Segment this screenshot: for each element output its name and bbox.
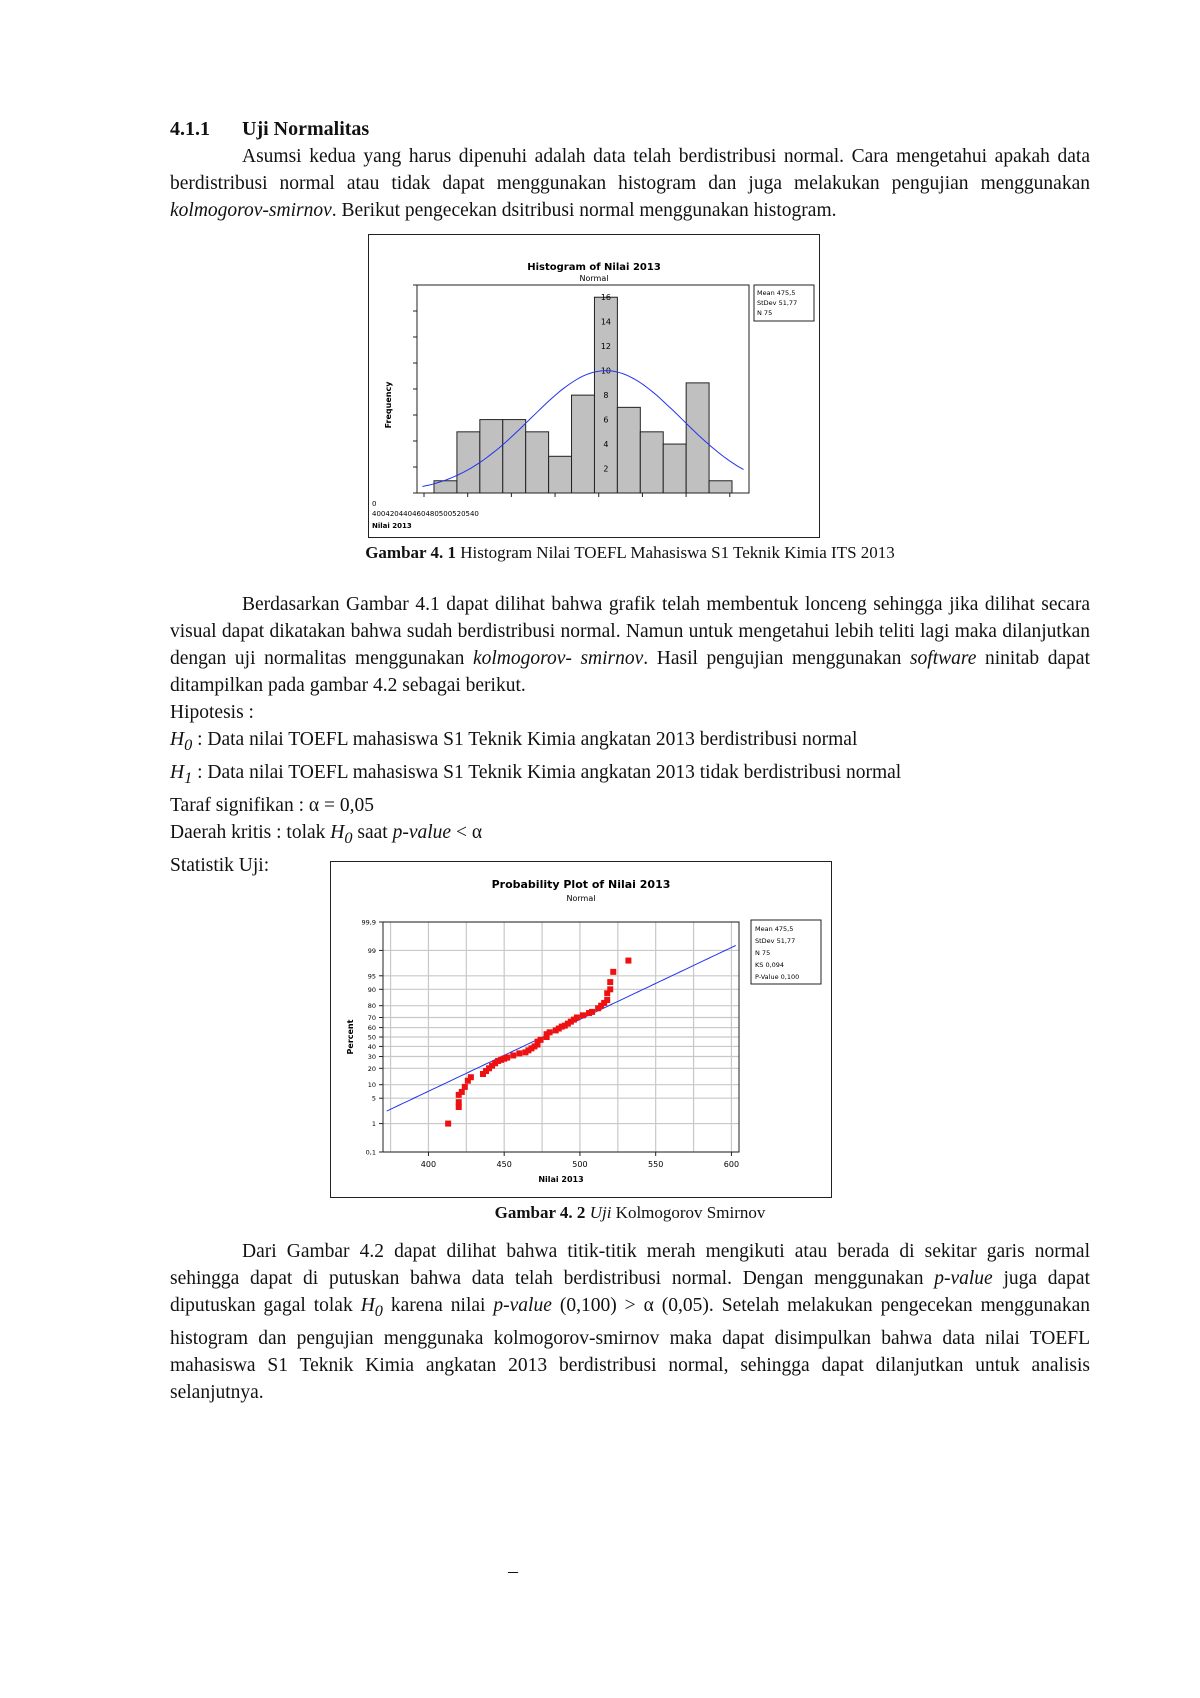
y-tick-label: 10	[367, 1080, 376, 1089]
h-symbol: H	[330, 821, 345, 843]
caption-text: Histogram Nilai TOEFL Mahasiswa S1 Teknik Kimia ITS 2013	[456, 543, 895, 562]
text-run: karena nilai	[382, 1294, 494, 1316]
text-run: juga dapat diputuskan gagal tolak	[170, 1267, 1090, 1316]
text-italic: p-value	[392, 821, 452, 843]
y-tick-label: 10	[600, 366, 612, 376]
h-subscript: 0	[374, 1301, 383, 1320]
hypothesis-label: Hipotesis :	[170, 702, 254, 723]
svg-text:Mean 475,5: Mean 475,5	[757, 289, 796, 297]
h-subscript: 0	[184, 735, 193, 754]
y-tick-label: 30	[367, 1052, 376, 1061]
y-tick-label: 0,1	[365, 1148, 376, 1157]
text-italic: kolmogorov- smirnov	[472, 648, 644, 669]
data-point	[462, 1084, 468, 1090]
svg-text:KS 0,094: KS 0,094	[755, 960, 785, 969]
text-run: Asumsi kedua yang harus dipenuhi adalah data telah berdistribusi normal. Cara mengetahui apakah data berdistribusi normal atau tidak dapat menggunakan histogram dan juga melakukan pengujian menggunakan	[170, 146, 1090, 194]
histogram-bar	[686, 383, 709, 493]
section-title: Uji Normalitas	[242, 118, 370, 140]
text-italic: kolmogorov-smirnov	[170, 200, 332, 221]
document-page	[170, 115, 1090, 1406]
section-heading	[170, 115, 1090, 143]
y-tick-label: 99	[367, 946, 376, 955]
text-run: Dari Gambar 4.2 dapat dilihat bahwa titik-titik merah mengikuti atau berada di sekitar garis normal sehingga dapat di putuskan bahwa data telah berdistribusi normal. Dengan menggunakan	[170, 1240, 1090, 1289]
text-run: (0,100) > α (0,05). Setelah melakukan pengecekan menggunakan histogram dan pengujian menggunaka kolmogorov-smirnov maka dapat disimpulkan bahwa data nilai TOEFL mahasiswa S1 Teknik Kimia angkatan 2013 berdistribusi normal, sehingga dapat dilanjutkan untuk analisis selanjutnya.	[170, 1294, 1090, 1403]
y-tick-label: 50	[367, 1033, 376, 1042]
histogram-bar	[663, 444, 686, 493]
y-tick-label: 5	[371, 1094, 376, 1103]
histogram-bar	[617, 407, 640, 493]
y-tick-label: 6	[603, 415, 609, 425]
caption-italic: Uji	[585, 1202, 612, 1222]
y-tick-label: 16	[600, 293, 612, 303]
y-tick-label: 80	[367, 1001, 376, 1010]
caption-label: Gambar 4. 1	[365, 543, 457, 562]
histogram-figure	[368, 234, 820, 538]
text-run: Berdasarkan Gambar 4.1 dapat dilihat bahwa grafik telah membentuk lonceng sehingga jika dilihat secara visual dapat dikatakan bahwa sudah berdistribusi normal. Namun untuk mengetahui lebih teliti lagi maka dilanjutkan dengan uji normalitas menggunakan	[170, 594, 1090, 669]
x-tick-label: 400	[420, 1159, 437, 1169]
y-tick-label: 2	[603, 464, 609, 474]
data-point	[445, 1120, 451, 1126]
caption-label: Gambar 4. 2	[494, 1202, 586, 1222]
svg-text:N 75: N 75	[757, 309, 773, 317]
data-point	[468, 1074, 474, 1080]
paragraph-analysis	[170, 591, 1090, 699]
caption-text: Kolmogorov Smirnov	[611, 1202, 766, 1222]
y-tick-label: 99,9	[361, 918, 376, 927]
chart-subtitle: Normal	[566, 893, 596, 903]
text-italic: software	[909, 648, 977, 669]
data-point	[504, 1054, 510, 1060]
x-axis-label: Nilai 2013	[538, 1174, 584, 1184]
paragraph-intro	[170, 143, 1090, 224]
h-subscript: 1	[184, 768, 193, 787]
x-axis-label: Nilai 2013	[372, 522, 412, 530]
text-italic: p-value	[493, 1294, 552, 1316]
text-run: . Berikut pengecekan dsitribusi normal menggunakan histogram.	[331, 200, 837, 221]
significance-level: Taraf signifikan : α = 0,05	[170, 794, 374, 816]
data-point	[547, 1029, 553, 1035]
text-run: < α	[451, 821, 483, 843]
critical-region	[170, 819, 1090, 852]
probability-plot-figure	[330, 861, 832, 1198]
svg-text:StDev 51,77: StDev 51,77	[755, 936, 796, 945]
histogram-bar	[640, 432, 663, 493]
section-number: 4.1.1	[170, 118, 210, 140]
y-tick-label: 40	[367, 1042, 376, 1051]
y-tick-label: 90	[367, 985, 376, 994]
h-symbol: H	[170, 729, 185, 750]
histogram-bar	[572, 395, 595, 493]
text-italic: p-value	[934, 1267, 993, 1289]
text-run: ninitab dapat ditampilkan pada gambar 4.2 sebagai berikut.	[170, 648, 1090, 696]
histogram-bar	[549, 456, 572, 493]
chart-subtitle: Normal	[579, 274, 609, 283]
x-tick-label: 550	[648, 1159, 664, 1169]
chart-title: Histogram of Nilai 2013	[527, 262, 661, 273]
data-point	[456, 1099, 462, 1105]
y-tick-label: 8	[603, 391, 609, 401]
y-tick-label: 1	[371, 1119, 376, 1128]
paragraph-conclusion	[170, 1238, 1090, 1406]
text-run: : Data nilai TOEFL mahasiswa S1 Teknik Kimia angkatan 2013 tidak berdistribusi normal	[192, 761, 902, 783]
footer-dash: –	[508, 1560, 518, 1582]
data-point	[574, 1014, 580, 1020]
chart-legend	[751, 920, 821, 984]
y-tick-label: 95	[367, 971, 376, 980]
text-run: : Data nilai TOEFL mahasiswa S1 Teknik Kimia angkatan 2013 berdistribusi normal	[192, 729, 858, 750]
hypothesis-h0	[170, 726, 1090, 759]
y-tick-label: 12	[600, 342, 612, 352]
text-run: saat	[352, 821, 393, 843]
histogram-bar	[709, 481, 732, 493]
y-zero-label: 0	[372, 500, 377, 508]
data-point	[604, 997, 610, 1003]
data-point	[607, 979, 613, 985]
data-point	[607, 986, 613, 992]
histogram-bar	[457, 432, 480, 493]
x-tick-label: 600	[723, 1159, 740, 1169]
probability-plot-chart	[331, 862, 831, 1197]
svg-text:N 75: N 75	[755, 948, 771, 957]
y-tick-label: 60	[367, 1023, 376, 1032]
h-symbol: H	[360, 1294, 375, 1316]
chart-legend	[754, 285, 814, 321]
histogram-bar	[503, 420, 526, 493]
y-tick-label: 14	[600, 317, 612, 327]
histogram-bar	[526, 432, 549, 493]
data-point	[516, 1050, 522, 1056]
text-run: Daerah kritis : tolak	[170, 821, 331, 843]
figure1-caption	[170, 542, 1090, 564]
chart-title: Probability Plot of Nilai 2013	[491, 877, 671, 891]
y-tick-label: 20	[367, 1064, 376, 1073]
data-point	[538, 1036, 544, 1042]
svg-text:StDev 51,77: StDev 51,77	[757, 299, 798, 307]
data-point	[610, 969, 616, 975]
data-point	[580, 1012, 586, 1018]
hypothesis-h1	[170, 759, 1090, 792]
test-statistic-label: Statistik Uji:	[170, 854, 270, 876]
y-tick-label: 4	[603, 440, 609, 450]
data-point	[625, 957, 631, 963]
x-tick-labels: 400420440460480500520540	[372, 510, 479, 518]
histogram-bar	[480, 420, 503, 493]
svg-text:P-Value 0,100: P-Value 0,100	[755, 972, 800, 981]
y-axis-label: Frequency	[384, 381, 393, 429]
h-subscript: 0	[344, 828, 353, 847]
x-tick-label: 500	[572, 1159, 588, 1169]
h-symbol: H	[170, 761, 185, 783]
histogram-chart	[369, 235, 819, 537]
x-tick-label: 450	[496, 1159, 512, 1169]
svg-text:Mean 475,5: Mean 475,5	[755, 924, 794, 933]
data-point	[510, 1052, 516, 1058]
y-tick-label: 70	[367, 1013, 376, 1022]
y-axis-label: Percent	[346, 1019, 355, 1055]
data-point	[589, 1009, 595, 1015]
figure2-caption	[170, 1202, 1090, 1224]
text-run: . Hasil pengujian menggunakan	[643, 648, 910, 669]
